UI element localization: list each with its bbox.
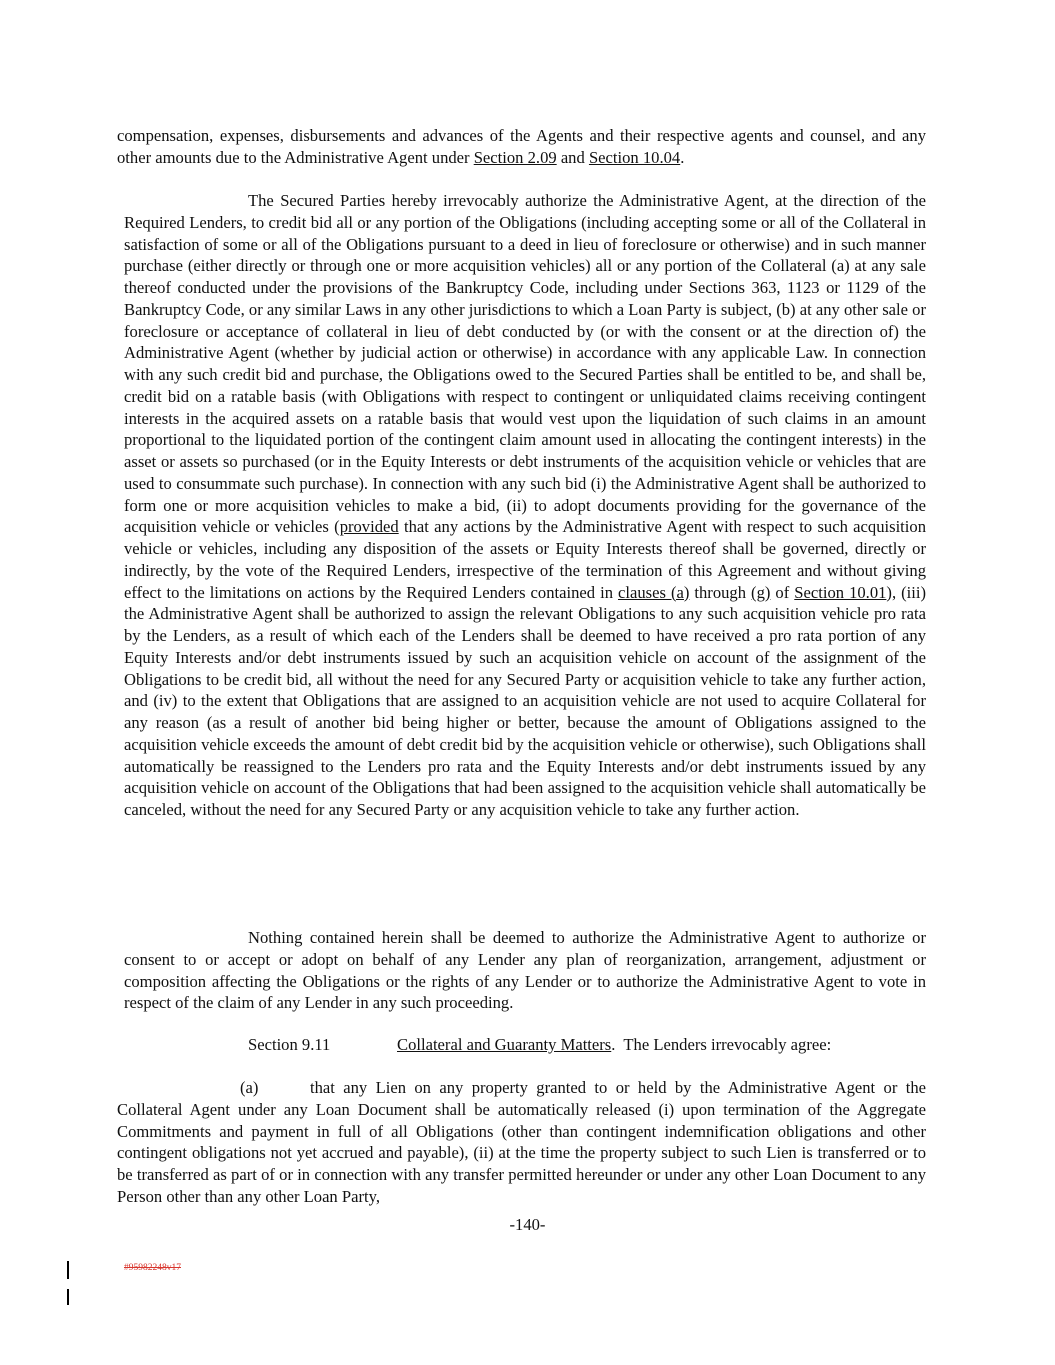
revision-change-bar bbox=[67, 1261, 69, 1279]
page-number: -140- bbox=[509, 1215, 546, 1234]
revision-change-bar bbox=[67, 1289, 69, 1305]
clause-label: (a) bbox=[240, 1078, 259, 1097]
credit-bid-paragraph bbox=[124, 190, 926, 821]
section-title-period: . bbox=[611, 1035, 616, 1054]
paragraph-text: The Secured Parties hereby irrevocably authorize the Administrative Agent, at the direction of the Required Lenders, to credit bid all or any portion of the Obligations (including accepting some or all of the Collateral in satisfaction of some or all of the Obligations pursuant to a deed in lieu of foreclosure or otherwise) and in such manner purchase (either directly or through one or more acquisition vehicles) all or any portion of the Collateral (a) at any sale thereof conducted under the provisions of the Bankruptcy Code, including under Sections 363, 1123 or 1129 of the Bankruptcy Code, or any similar Laws in any other jurisdictions to which a Loan Party is subject, (b) at any other sale or foreclosure or acceptance of collateral in lieu of debt conducted by (or with the consent or at the direction of) the Administrative Agent (whether by judicial action or otherwise) in accordance with any applicable Law. In connection with any such credit bid and purchase, the Obligations owed to the Secured Parties shall be entitled to be, and shall be, credit bid on a ratable basis (with Obligations with respect to contingent or unliquidated claims receiving contingent interests in the acquired assets on a ratable basis that would vest upon the liquidation of such claims in an amount proportional to the liquidated portion of the contingent claim amount used in allocating the contingent interests) in the asset or assets so purchased (or in the Equity Interests or debt instruments of the acquisition vehicle or vehicles that are used to consummate such purchase). In connection with any such bid (i) the Administrative Agent shall be authorized to form one or more acquisition vehicles to make a bid, (ii) to adopt documents providing for the governance of the acquisition vehicle or vehicles ( bbox=[124, 191, 926, 537]
section-reference: Section 10.04 bbox=[588, 147, 681, 167]
clause-reference: (g) bbox=[751, 582, 771, 602]
section-reference: Section 10.01 bbox=[794, 582, 887, 602]
paragraph-continuation bbox=[117, 125, 926, 169]
paragraph-text: ), (iii) the Administrative Agent shall be authorized to assign the relevant Obligations to any such acquisition vehicle pro rata by the Lenders, as a result of which each of the Lenders shall be deemed to have received a pro rata portion of any Equity Interests and/or debt instruments issued by such an acquisition vehicle on account of the assignment of the Obligations to be credit bid, all without the need for any Secured Party or acquisition vehicle to take any further action, and (iv) to the extent that Obligations that are assigned to an acquisition vehicle are not used to acquire Collateral for any reason (as a result of another bid being higher or better, because the amount of Obligations assigned to the acquisition vehicle exceeds the amount of debt credit bid by the acquisition vehicle or otherwise), such Obligations shall automatically be reassigned to the Lenders pro rata and the Equity Interests and/or debt instruments issued by any acquisition vehicle on account of the Obligations that had been assigned to the acquisition vehicle shall automatically be canceled, without the need for any Secured Party or any acquisition vehicle to take any further action. bbox=[124, 582, 926, 819]
paragraph-text: through bbox=[689, 582, 752, 602]
paragraph-text: that any Lien on any property granted to or held by the Administrative Agent or the Collateral Agent under any Loan Document shall be automatically released (i) upon termination of the Aggregate Commitments and payment in full of all Obligations (other than contingent indemnification obligations and other contingent obligations not yet accrued and payable), (ii) at the time the property subject to such Lien is transferred or to be transferred as part of or in connection with any transfer permitted hereunder or under any other Loan Document to any Person other than any other Loan Party, bbox=[117, 1078, 926, 1206]
defined-term: provided bbox=[339, 517, 399, 537]
no-authorization-paragraph bbox=[124, 927, 926, 1014]
clause-reference: clauses (a) bbox=[618, 582, 690, 602]
paragraph-text: and bbox=[556, 147, 589, 167]
clause-a-paragraph bbox=[117, 1077, 926, 1208]
paragraph-text: compensation, expenses, disbursements and advances of the Agents and their respective agents and counsel, and any other amounts due to the Administrative Agent under bbox=[117, 126, 926, 167]
section-title: Collateral and Guaranty Matters bbox=[397, 1035, 612, 1054]
section-reference: Section 2.09 bbox=[473, 147, 557, 167]
section-number: Section 9.11 bbox=[248, 1035, 331, 1054]
paragraph-text: . bbox=[680, 147, 685, 167]
document-id: #95982248v17 bbox=[124, 1263, 181, 1273]
clause-indent bbox=[117, 1077, 310, 1099]
paragraph-text: of bbox=[770, 582, 795, 602]
paragraph-text: Nothing contained herein shall be deemed to authorize the Administrative Agent to authorize or consent to or accept or adopt on behalf of any Lender any plan of reorganization, arrangement, adjustment or composition affecting the Obligations or the rights of any Lender or to authorize the Administrative Agent to vote in respect of the claim of any Lender in any such proceeding. bbox=[124, 928, 926, 1013]
paragraph-text: that any actions by the Administrative Agent with respect to such acquisition vehicle or vehicles, including any disposition of the assets or Equity Interests thereof shall be governed, directly or indirectly, by the vote of the Required Lenders, irrespective of the termination of this Agreement and without giving effect to the limitations on actions by the Required Lenders contained in bbox=[124, 517, 926, 602]
section-intro-text: The Lenders irrevocably agree: bbox=[615, 1035, 832, 1054]
section-heading bbox=[248, 1034, 831, 1056]
